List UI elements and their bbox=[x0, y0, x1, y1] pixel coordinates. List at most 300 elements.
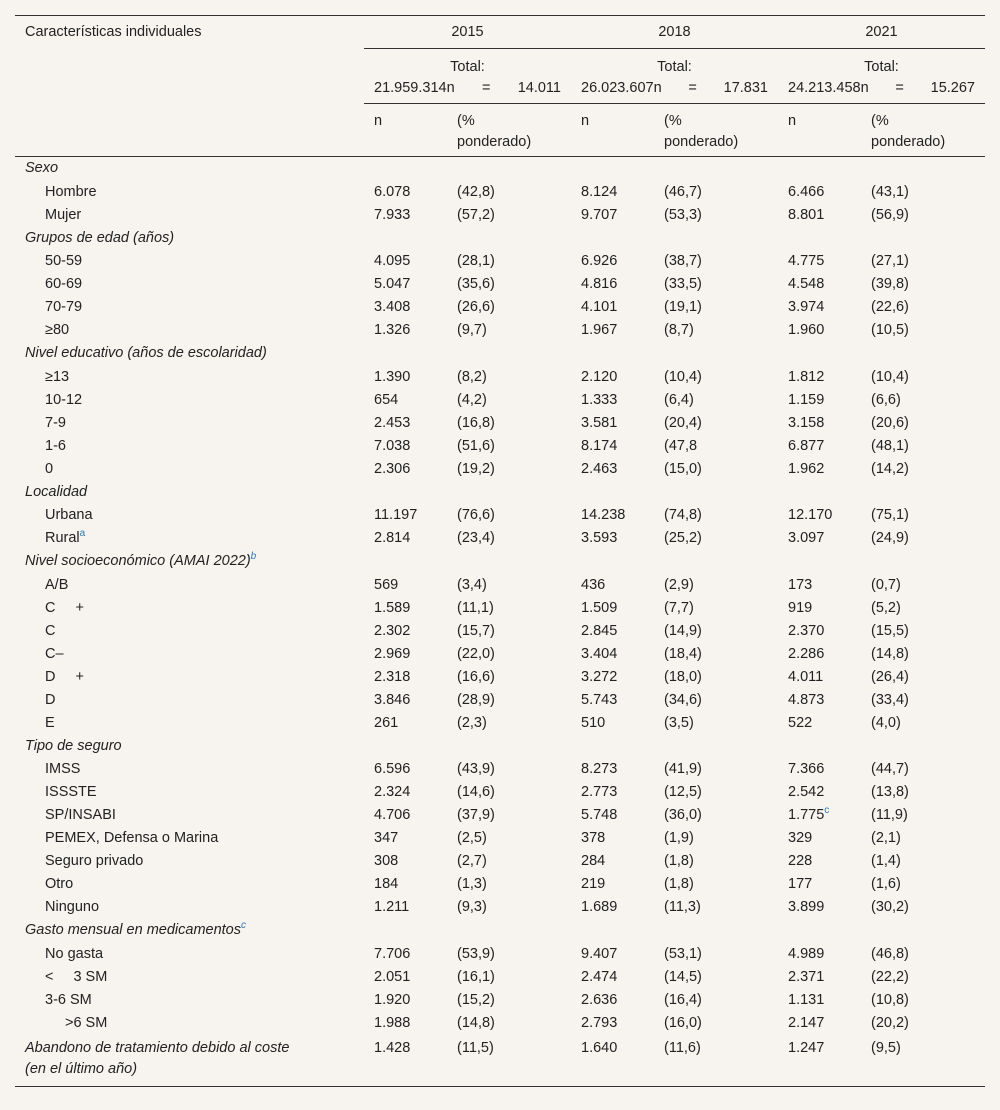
pct-cell: (36,0) bbox=[664, 807, 702, 823]
n-cell: 2.542 bbox=[788, 784, 825, 800]
n-cell: 654 bbox=[374, 391, 399, 408]
n-cell: 184 bbox=[374, 876, 399, 892]
table-row bbox=[15, 435, 985, 458]
total-n: 15.267 bbox=[930, 80, 975, 96]
row-label bbox=[15, 504, 364, 527]
header-subcolumns-row bbox=[15, 104, 985, 157]
n-cell: 1.589 bbox=[374, 599, 411, 616]
n-cell: 219 bbox=[581, 876, 606, 892]
total-eq: = bbox=[895, 80, 904, 96]
row-label bbox=[15, 458, 364, 481]
n-cell: 6.466 bbox=[788, 183, 825, 200]
row-label-text: >6 SM bbox=[65, 1014, 108, 1031]
pct-cell: (3,5) bbox=[664, 714, 694, 731]
n-cell: 2.147 bbox=[788, 1014, 825, 1031]
pct-cell: (10,4) bbox=[871, 368, 909, 385]
pct-cell: (19,2) bbox=[457, 460, 495, 477]
pct-cell: (14,6) bbox=[457, 784, 495, 800]
pct-cell: (9,5) bbox=[871, 1039, 901, 1056]
n-cell: 4.101 bbox=[581, 299, 618, 315]
n-cell: 1.211 bbox=[374, 899, 410, 915]
row-label-text: Urbana bbox=[45, 507, 93, 523]
row-label-text: PEMEX, Defensa o Marina bbox=[45, 830, 219, 846]
pct-cell: (16,0) bbox=[664, 1014, 702, 1031]
year-2015-header: 2015 bbox=[364, 16, 571, 49]
row-label bbox=[15, 620, 364, 643]
n-cell: 2.474 bbox=[581, 968, 618, 985]
n-cell: 2.773 bbox=[581, 784, 618, 800]
row-label bbox=[15, 827, 364, 850]
n-cell: 436 bbox=[581, 576, 606, 593]
n-cell: 261 bbox=[374, 714, 399, 731]
n-cell: 1.247 bbox=[788, 1039, 825, 1056]
pct-cell: (43,1) bbox=[871, 183, 909, 200]
pct-cell: (28,1) bbox=[457, 253, 495, 269]
row-label bbox=[15, 250, 364, 273]
row-label bbox=[15, 181, 364, 204]
pct-cell: (47,8 bbox=[664, 437, 698, 454]
pct-cell: (3,4) bbox=[457, 576, 487, 593]
pct-cell: (34,6) bbox=[664, 691, 702, 708]
pct-cell: (9,3) bbox=[457, 899, 487, 915]
n-cell: 4.989 bbox=[788, 945, 825, 962]
section-header-row bbox=[15, 157, 985, 181]
n-cell: 3.593 bbox=[581, 530, 618, 546]
row-label bbox=[15, 273, 364, 296]
row-label bbox=[15, 527, 364, 550]
pct-cell: (37,9) bbox=[457, 807, 495, 823]
pct-cell: (13,8) bbox=[871, 784, 909, 800]
n-cell: 5.748 bbox=[581, 807, 618, 823]
section-title-text: Sexo bbox=[25, 160, 59, 176]
n-cell: 2.318 bbox=[374, 668, 411, 685]
pct-cell: (7,7) bbox=[664, 599, 694, 616]
n-cell: 6.596 bbox=[374, 761, 411, 777]
row-label bbox=[15, 1012, 364, 1035]
n-cell: 2.371 bbox=[788, 968, 825, 985]
row-label-suffix: 3 SM bbox=[73, 968, 108, 985]
pct-cell: (46,8) bbox=[871, 945, 909, 962]
table-row bbox=[15, 366, 985, 389]
pct-cell: (11,6) bbox=[664, 1039, 701, 1056]
pct-cell: (14,9) bbox=[664, 622, 702, 639]
pct-cell: (16,6) bbox=[457, 668, 495, 685]
total-value: 26.023.607n bbox=[581, 80, 662, 96]
pct-cell: (53,1) bbox=[664, 945, 702, 962]
row-label-suffix: + bbox=[75, 668, 84, 685]
n-cell: 1.812 bbox=[788, 368, 825, 385]
n-cell: 1.962 bbox=[788, 460, 825, 477]
row-label bbox=[15, 966, 364, 989]
n-cell: 1.920 bbox=[374, 991, 411, 1008]
row-label bbox=[15, 435, 364, 458]
n-cell: 2.051 bbox=[374, 968, 411, 985]
n-cell: 4.011 bbox=[788, 668, 824, 685]
n-cell: 378 bbox=[581, 830, 606, 846]
table-row bbox=[15, 873, 985, 896]
n-cell: 8.801 bbox=[788, 206, 825, 223]
table-row bbox=[15, 620, 985, 643]
row-label bbox=[15, 204, 364, 227]
row-label bbox=[15, 943, 364, 966]
pct-cell: (16,8) bbox=[457, 414, 495, 431]
pct-cell: (8,7) bbox=[664, 322, 694, 338]
section-title-text: Nivel socioeconómico (AMAI 2022) bbox=[25, 553, 251, 569]
total-label: Total: bbox=[657, 59, 692, 75]
row-label-text: C bbox=[45, 622, 56, 639]
n-cell: 1.428 bbox=[374, 1039, 411, 1056]
n-cell: 1.333 bbox=[581, 391, 618, 408]
section-title-text: Gasto mensual en medicamentos bbox=[25, 922, 241, 938]
year-2021-header: 2021 bbox=[778, 16, 985, 49]
pct-cell: (11,3) bbox=[664, 899, 701, 915]
table-row bbox=[15, 712, 985, 735]
pct-cell: (39,8) bbox=[871, 276, 909, 292]
pct-cell: (16,4) bbox=[664, 991, 702, 1008]
n-cell: 11.197 bbox=[374, 507, 418, 523]
section-title bbox=[15, 481, 985, 505]
row-label-text: No gasta bbox=[45, 945, 104, 962]
pct-cell: (18,4) bbox=[664, 645, 702, 662]
table-row bbox=[15, 296, 985, 319]
n-cell: 3.404 bbox=[581, 645, 618, 662]
pct-cell: (10,4) bbox=[664, 368, 702, 385]
total-n: 14.011 bbox=[517, 80, 561, 96]
table-row bbox=[15, 458, 985, 481]
n-cell: 1.689 bbox=[581, 899, 618, 915]
section-title-text: Grupos de edad (años) bbox=[25, 229, 175, 246]
row-label bbox=[15, 296, 364, 319]
total-value: 21.959.314n bbox=[374, 80, 455, 96]
row-label bbox=[15, 666, 364, 689]
pct-cell: (16,1) bbox=[457, 968, 495, 985]
section-header-row bbox=[15, 342, 985, 366]
row-label-suffix: + bbox=[75, 599, 84, 616]
table-row bbox=[15, 273, 985, 296]
n-cell: 14.238 bbox=[581, 507, 626, 523]
row-label-text: Otro bbox=[45, 876, 74, 892]
row-label bbox=[15, 896, 364, 919]
pct-cell: (11,5) bbox=[457, 1039, 494, 1056]
total-value: 24.213.458n bbox=[788, 80, 869, 96]
pct-cell: (1,8) bbox=[664, 876, 694, 892]
row-label bbox=[15, 412, 364, 435]
n-cell: 3.097 bbox=[788, 530, 825, 546]
n-cell: 8.273 bbox=[581, 761, 618, 777]
pct-cell: (26,4) bbox=[871, 668, 909, 685]
row-label-text: Hombre bbox=[45, 183, 97, 200]
n-cell: 8.174 bbox=[581, 437, 618, 454]
pct-cell: (6,4) bbox=[664, 391, 694, 408]
footnote-marker: c bbox=[241, 920, 246, 932]
table-row bbox=[15, 504, 985, 527]
pct-cell: (8,2) bbox=[457, 368, 487, 385]
n-cell: 4.816 bbox=[581, 276, 618, 292]
n-cell: 8.124 bbox=[581, 183, 618, 200]
pct-column-header: (% ponderado) bbox=[664, 104, 778, 157]
n-cell: 2.453 bbox=[374, 414, 411, 431]
table-row bbox=[15, 204, 985, 227]
total-2018 bbox=[571, 49, 778, 104]
section-title bbox=[15, 342, 985, 366]
n-cell: 2.845 bbox=[581, 622, 618, 639]
total-2021 bbox=[778, 49, 985, 104]
footnote-marker: b bbox=[250, 551, 257, 563]
row-label-text: A/B bbox=[45, 576, 69, 593]
pct-cell: (25,2) bbox=[664, 530, 702, 546]
pct-cell: (2,5) bbox=[457, 830, 487, 846]
pct-cell: (15,2) bbox=[457, 991, 495, 1008]
n-cell: 3.974 bbox=[788, 299, 825, 315]
n-cell: 1.775$^c$ bbox=[788, 805, 830, 823]
n-cell: 919 bbox=[788, 599, 813, 616]
n-cell: 284 bbox=[581, 853, 606, 869]
pct-cell: (46,7) bbox=[664, 183, 702, 200]
row-label-text: 60-69 bbox=[45, 276, 83, 292]
pct-cell: (26,6) bbox=[457, 299, 495, 315]
row-label-text: ≥80 bbox=[45, 322, 70, 338]
pct-cell: (4,0) bbox=[871, 714, 901, 731]
table-row bbox=[15, 412, 985, 435]
row-label bbox=[15, 758, 364, 781]
pct-cell: (2,7) bbox=[457, 853, 487, 869]
n-cell: 3.846 bbox=[374, 691, 411, 708]
pct-cell: (14,8) bbox=[871, 645, 909, 662]
n-cell: 2.306 bbox=[374, 460, 411, 477]
pct-cell: (76,6) bbox=[457, 507, 495, 523]
n-column-header: n bbox=[778, 104, 871, 157]
table-row bbox=[15, 389, 985, 412]
section-title bbox=[15, 735, 985, 759]
n-cell: 3.158 bbox=[788, 414, 825, 431]
table-row bbox=[15, 758, 985, 781]
characteristics-table bbox=[15, 15, 985, 1087]
pct-cell: (19,1) bbox=[664, 299, 702, 315]
pct-cell: (20,4) bbox=[664, 414, 702, 431]
row-label bbox=[15, 689, 364, 712]
pct-cell: (12,5) bbox=[664, 784, 702, 800]
row-label bbox=[15, 712, 364, 735]
pct-cell: (15,7) bbox=[457, 622, 495, 639]
n-cell: 2.286 bbox=[788, 645, 825, 662]
n-cell: 9.707 bbox=[581, 206, 618, 223]
table-row bbox=[15, 250, 985, 273]
row-label-text: Seguro privado bbox=[45, 853, 144, 869]
n-column-header: n bbox=[571, 104, 664, 157]
pct-cell: (1,9) bbox=[664, 830, 694, 846]
pct-cell: (14,8) bbox=[457, 1014, 495, 1031]
n-cell: 1.960 bbox=[788, 322, 825, 338]
row-label bbox=[15, 989, 364, 1012]
row-label-text: ISSSTE bbox=[45, 784, 97, 800]
pct-cell: (23,4) bbox=[457, 530, 495, 546]
pct-cell: (53,3) bbox=[664, 206, 702, 223]
n-cell: 1.967 bbox=[581, 322, 618, 338]
pct-cell: (33,4) bbox=[871, 691, 909, 708]
row-label-text: Ninguno bbox=[45, 899, 100, 915]
row-label-text: SP/INSABI bbox=[45, 807, 116, 823]
pct-cell: (14,2) bbox=[871, 460, 909, 477]
row-label-text: 3-6 SM bbox=[45, 991, 92, 1008]
pct-cell: (6,6) bbox=[871, 391, 901, 408]
pct-cell: (15,0) bbox=[664, 460, 702, 477]
pct-cell: (11,1) bbox=[457, 599, 494, 616]
pct-cell: (14,5) bbox=[664, 968, 702, 985]
n-cell: 2.370 bbox=[788, 622, 825, 639]
pct-cell: (56,9) bbox=[871, 206, 909, 223]
n-cell: 3.581 bbox=[581, 414, 618, 431]
n-cell: 3.899 bbox=[788, 899, 825, 915]
n-cell: 228 bbox=[788, 853, 813, 869]
n-cell: 6.877 bbox=[788, 437, 825, 454]
table-row bbox=[15, 1012, 985, 1035]
pct-cell: (24,9) bbox=[871, 530, 909, 546]
n-cell: 569 bbox=[374, 576, 399, 593]
pct-cell: (0,7) bbox=[871, 576, 901, 593]
header-totals-row bbox=[15, 49, 985, 104]
n-cell: 2.302 bbox=[374, 622, 411, 639]
table-row bbox=[15, 827, 985, 850]
table-row bbox=[15, 643, 985, 666]
n-cell: 1.640 bbox=[581, 1039, 618, 1056]
n-cell: 7.933 bbox=[374, 206, 411, 223]
section-title bbox=[15, 919, 985, 943]
n-cell: 1.509 bbox=[581, 599, 618, 616]
pct-cell: (1,4) bbox=[871, 853, 901, 869]
n-cell: 1.159 bbox=[788, 391, 825, 408]
row-label-text: 50-59 bbox=[45, 253, 83, 269]
n-cell: 5.743 bbox=[581, 691, 618, 708]
n-cell: 2.463 bbox=[581, 460, 618, 477]
n-cell: 3.408 bbox=[374, 299, 411, 315]
row-label bbox=[15, 319, 364, 342]
n-cell: 6.078 bbox=[374, 183, 411, 200]
n-cell: 4.775 bbox=[788, 253, 825, 269]
total-eq: = bbox=[481, 80, 491, 96]
pct-cell: (44,7) bbox=[871, 761, 909, 777]
pct-cell: (28,9) bbox=[457, 691, 495, 708]
row-label bbox=[15, 574, 364, 597]
table-row bbox=[15, 574, 985, 597]
row-label-text: 0 bbox=[45, 460, 54, 477]
n-cell: 7.706 bbox=[374, 945, 411, 962]
pct-cell: (22,2) bbox=[871, 968, 909, 985]
n-cell: 1.326 bbox=[374, 322, 411, 338]
n-cell: 2.969 bbox=[374, 645, 411, 662]
pct-column-header: (% ponderado) bbox=[871, 104, 985, 157]
n-cell: 510 bbox=[581, 714, 606, 731]
table-row bbox=[15, 966, 985, 989]
n-cell: 12.170 bbox=[788, 507, 833, 523]
row-label-text: E bbox=[45, 714, 55, 731]
n-cell: 7.038 bbox=[374, 437, 411, 454]
row-label bbox=[15, 597, 364, 620]
section-header-row bbox=[15, 481, 985, 505]
pct-cell: (30,2) bbox=[871, 899, 909, 915]
row-label bbox=[15, 643, 364, 666]
row-label-text: C– bbox=[45, 645, 64, 662]
pct-cell: (22,0) bbox=[457, 645, 495, 662]
section-header-row bbox=[15, 735, 985, 759]
row-label bbox=[15, 804, 364, 827]
n-cell: 308 bbox=[374, 853, 399, 869]
pct-cell: (20,2) bbox=[871, 1014, 909, 1031]
section-title bbox=[15, 157, 985, 181]
pct-cell: (74,8) bbox=[664, 507, 702, 523]
pct-cell: (2,9) bbox=[664, 576, 694, 593]
row-label-text: 1-6 bbox=[45, 437, 66, 454]
section-header-row bbox=[15, 227, 985, 251]
pct-cell: (51,6) bbox=[457, 437, 495, 454]
n-cell: 4.095 bbox=[374, 253, 411, 269]
pct-cell: (15,5) bbox=[871, 622, 909, 639]
pct-cell: (9,7) bbox=[457, 322, 487, 338]
n-cell: 522 bbox=[788, 714, 813, 731]
pct-cell: (10,5) bbox=[871, 322, 909, 338]
pct-cell: (75,1) bbox=[871, 507, 909, 523]
total-2015 bbox=[364, 49, 571, 104]
pct-cell: (10,8) bbox=[871, 991, 909, 1008]
table-row-abandono bbox=[15, 1035, 985, 1087]
row-label-text: 70-79 bbox=[45, 299, 83, 315]
n-cell: 2.814 bbox=[374, 530, 411, 546]
row-label-text: D bbox=[45, 691, 56, 708]
n-cell: 6.926 bbox=[581, 253, 618, 269]
pct-cell: (57,2) bbox=[457, 206, 495, 223]
n-cell: 5.047 bbox=[374, 276, 411, 292]
row-label-text: Rural bbox=[45, 530, 80, 546]
header-years-row bbox=[15, 16, 985, 49]
pct-cell: (2,1) bbox=[871, 830, 901, 846]
table-row bbox=[15, 181, 985, 204]
pct-cell: (42,8) bbox=[457, 183, 495, 200]
table-row bbox=[15, 781, 985, 804]
pct-cell: (22,6) bbox=[871, 299, 909, 315]
n-cell: 1.390 bbox=[374, 368, 411, 385]
row-label-text: Mujer bbox=[45, 206, 82, 223]
row-label-text: 10-12 bbox=[45, 391, 83, 408]
n-cell: 4.548 bbox=[788, 276, 825, 292]
total-label: Total: bbox=[450, 59, 485, 75]
n-cell: 177 bbox=[788, 876, 813, 892]
table-row bbox=[15, 689, 985, 712]
section-title-text: Tipo de seguro bbox=[25, 737, 122, 754]
total-eq: = bbox=[688, 80, 697, 96]
row-label-text: ≥13 bbox=[45, 368, 70, 385]
n-cell: 1.131 bbox=[788, 991, 825, 1008]
n-cell: 3.272 bbox=[581, 668, 618, 685]
table-row bbox=[15, 943, 985, 966]
pct-column-header: (% ponderado) bbox=[457, 104, 571, 157]
table-row bbox=[15, 527, 985, 550]
pct-cell: (1,3) bbox=[457, 876, 487, 892]
section-title-text: Nivel educativo (años de escolaridad) bbox=[25, 345, 267, 361]
pct-cell: (33,5) bbox=[664, 276, 702, 292]
n-cell: 1.988 bbox=[374, 1014, 411, 1031]
pct-cell: (38,7) bbox=[664, 253, 702, 269]
n-cell: 9.407 bbox=[581, 945, 618, 962]
pct-cell: (35,6) bbox=[457, 276, 495, 292]
pct-cell: (18,0) bbox=[664, 668, 702, 685]
table-row bbox=[15, 319, 985, 342]
row-label bbox=[15, 873, 364, 896]
table-row bbox=[15, 804, 985, 827]
row-label-text: D bbox=[45, 668, 56, 685]
row-label: Abandono de tratamiento debido al coste (en el último año) bbox=[25, 1039, 290, 1077]
total-label: Total: bbox=[864, 59, 899, 75]
row-label bbox=[15, 389, 364, 412]
footnote-marker: c bbox=[824, 805, 830, 817]
